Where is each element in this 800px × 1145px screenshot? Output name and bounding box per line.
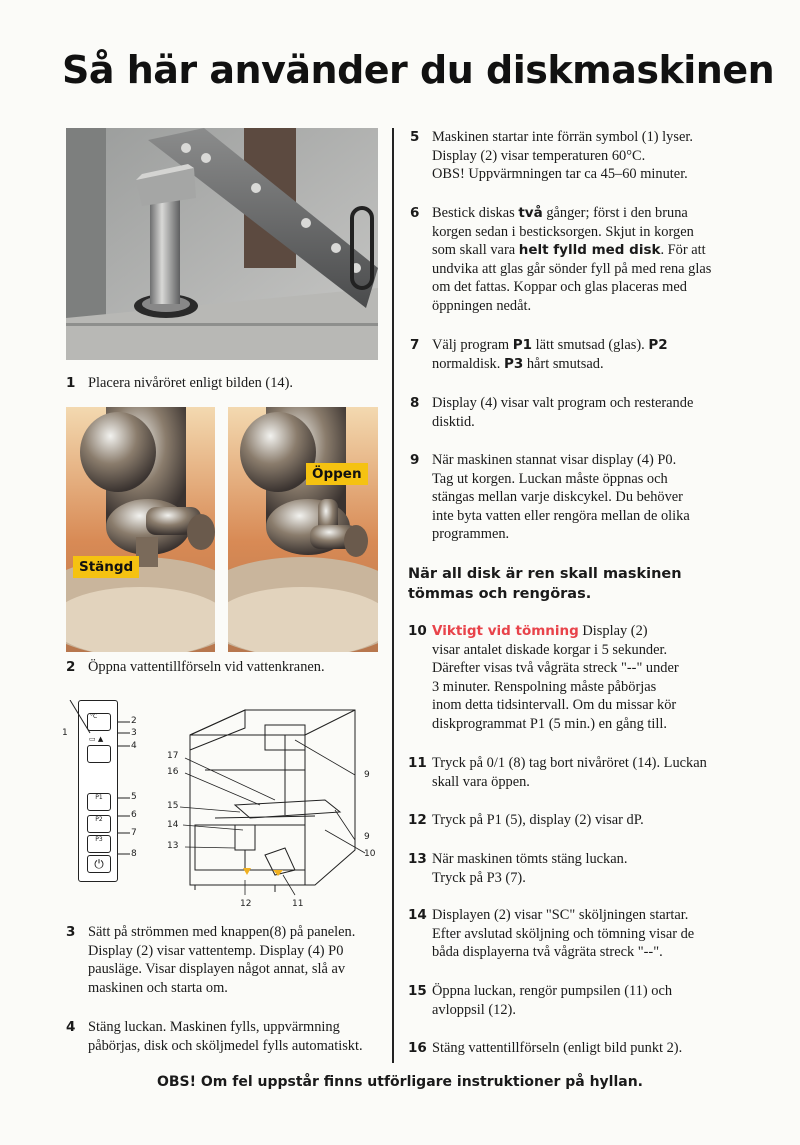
page-title: Så här använder du diskmaskinen <box>62 48 775 92</box>
symbol-row: ▭ ▲ <box>89 735 104 743</box>
step-15: 15 Öppna luckan, rengör pumpsilen (11) och avloppsil (12). <box>408 983 673 1018</box>
step-5: 5 Maskinen startar inte förrän symbol (1) lyser. Display (2) visar temperaturen 60°C. OBS! Uppvärmningen tar ca 45–60 minuter. <box>410 129 693 183</box>
p3-button: P3 <box>87 835 111 853</box>
diagram-label: 16 <box>167 767 179 777</box>
caption-2: 2 Öppna vattentillförseln vid vattenkranen. <box>66 659 325 675</box>
badge-closed: Stängd <box>73 556 139 578</box>
badge-open: Öppen <box>306 463 368 485</box>
p2-button: P2 <box>87 815 111 833</box>
step-3: 3 Sätt på strömmen med knappen(8) på panelen. Display (2) visar vattentemp. Display (4) P0 pausläge. Visar displayen något annat, slå av maskinen och starta om. <box>66 924 356 996</box>
step-14: 14 Displayen (2) visar "SC" sköljningen startar. Efter avslutad sköljning och tömning visar de båda displayerna två vågräta streck "--". <box>408 907 695 961</box>
panel-label: 8 <box>131 849 137 859</box>
panel-label: 3 <box>131 728 137 738</box>
step-4: 4 Stäng luckan. Maskinen fylls, uppvärmning påbörjas, disk och sköljmedel fylls automatiskt. <box>66 1019 363 1054</box>
diagram-label: 9 <box>364 770 370 780</box>
diagram-label: 12 <box>240 899 252 909</box>
panel-label: 4 <box>131 741 137 751</box>
diagram-label: 14 <box>167 820 179 830</box>
diagram-label: 13 <box>167 841 179 851</box>
step-6: 6 Bestick diskas två gånger; först i den bruna korgen sedan i besticksorgen. Skjut in korgen som skall vara helt fylld med disk. För att undvika att glas går sönder fyll på med rena glas om det fattas. Koppar och glas placeras med öppningen nedåt. <box>410 205 712 314</box>
diagram-label: 9 <box>364 832 370 842</box>
step-13: 13 När maskinen tömts stäng luckan. Tryck på P3 (7). <box>408 851 628 886</box>
step-16: 16 Stäng vattentillförseln (enligt bild punkt 2). <box>408 1040 683 1056</box>
panel-label: 2 <box>131 716 137 726</box>
step-8: 8 Display (4) visar valt program och resterande disktid. <box>410 395 694 430</box>
step-10: 10 Viktigt vid tömning Display (2) visar antalet diskade korgar i 5 sekunder. Därefter visas två vågräta streck "--" under 3 minuter. Renspolning måste påbörjas inom detta tidsintervall. Om du missar kör diskprogrammat P1 (5 min.) en gång till. <box>408 623 679 732</box>
footer-note: OBS! Om fel uppstår finns utförligare instruktioner på hyllan. <box>156 1074 643 1090</box>
step-11: 11 Tryck på 0/1 (8) tag bort nivåröret (14). Luckan skall vara öppen. <box>408 755 707 790</box>
column-divider <box>392 128 394 1063</box>
photo-valve-closed <box>66 407 215 652</box>
section-heading: När all disk är ren skall maskinen tömmas och rengöras. <box>408 566 682 602</box>
panel-label: 6 <box>131 810 137 820</box>
step-9: 9 När maskinen stannat visar display (4) P0. Tag ut korgen. Luckan måste öppnas och stängas mellan varje diskcykel. Du behöver inte byta vatten eller rengöra mellan de olika programmen. <box>410 452 690 543</box>
diagram-label: 15 <box>167 801 179 811</box>
diagram-label: 10 <box>364 849 376 859</box>
panel-label: 1 <box>62 728 68 738</box>
diagram-label: 11 <box>292 899 304 909</box>
diagram-label: 17 <box>167 751 179 761</box>
panel-label: 5 <box>131 792 137 802</box>
display-2: °C <box>87 713 111 731</box>
caption-1: 1 Placera nivåröret enligt bilden (14). <box>66 375 293 391</box>
photo-level-tube <box>66 128 378 360</box>
dishwasher-diagram <box>165 700 380 910</box>
p1-button: P1 <box>87 793 111 811</box>
step-12: 12 Tryck på P1 (5), display (2) visar dP. <box>408 812 644 828</box>
power-button: ⏻ <box>87 855 111 873</box>
photo-valve-open <box>228 407 378 652</box>
panel-label: 7 <box>131 828 137 838</box>
step-7: 7 Välj program P1 lätt smutsad (glas). P2 normaldisk. P3 hårt smutsad. <box>410 337 668 372</box>
